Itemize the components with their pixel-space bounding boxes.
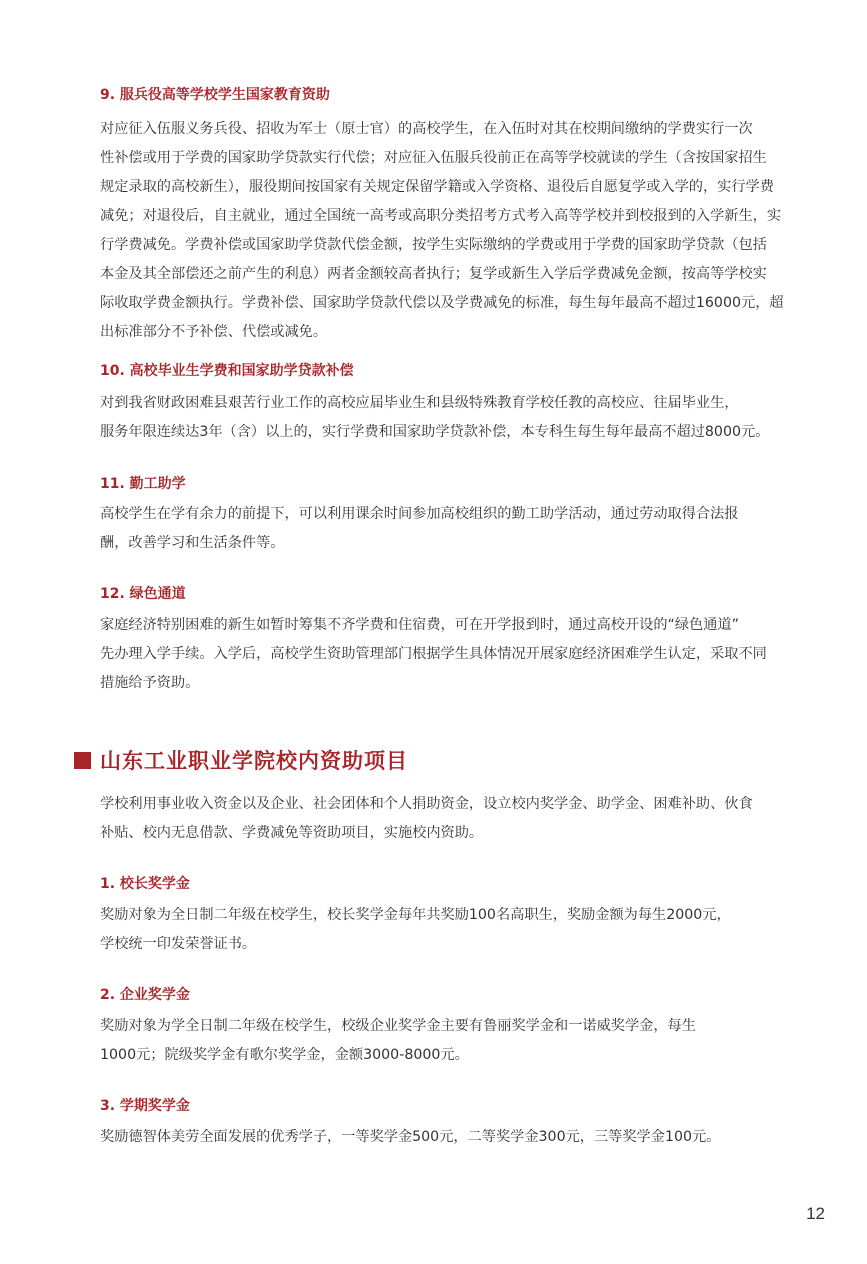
text-line: 规定录取的高校新生），服役期间按国家有关规定保留学籍或入学资格、退役后自愿复学或入学的，实行学费: [100, 179, 774, 195]
text-line: 出标准部分不予补偿、代偿或减免。: [100, 324, 328, 340]
text-line: 行学费减免。学费补偿或国家助学贷款代偿金额，按学生实际缴纳的学费或用于学费的国家助学贷款（包括: [100, 237, 767, 253]
item-heading-green-channel: 12. 绿色通道: [100, 586, 186, 602]
section-marker-square: [74, 752, 91, 769]
item-body-enterprise-scholarship: [72, 1012, 778, 1070]
text-line: 措施给予资助。: [100, 675, 200, 691]
text-line: 对应征入伍服义务兵役、招收为军士（原士官）的高校学生，在入伍时对其在校期间缴纳的学费实行一次: [100, 121, 753, 137]
item-body-military-service-aid: [72, 115, 784, 347]
item-heading-semester-scholarship: 3. 学期奖学金: [100, 1098, 190, 1114]
text-line: 1000元；院级奖学金有歌尔奖学金，金额3000-8000元。: [100, 1047, 469, 1063]
section-intro: [72, 790, 778, 848]
item-body-semester-scholarship: [72, 1123, 778, 1152]
item-heading-graduate-compensation: 10. 高校毕业生学费和国家助学贷款补偿: [100, 363, 354, 379]
item-heading-military-service-aid: 9. 服兵役高等学校学生国家教育资助: [100, 87, 330, 103]
text-line: 际收取学费金额执行。学费补偿、国家助学贷款代偿以及学费减免的标准，每生每年最高不超过16000元，超: [100, 295, 784, 311]
item-body-president-scholarship: [72, 901, 778, 959]
text-line: 奖励德智体美劳全面发展的优秀学子，一等奖学金500元，二等奖学金300元，三等奖学金100元。: [100, 1129, 721, 1145]
text-line: 奖励对象为学全日制二年级在校学生，校级企业奖学金主要有鲁丽奖学金和一诺威奖学金，每生: [100, 1018, 696, 1034]
text-line: 酬，改善学习和生活条件等。: [100, 535, 285, 551]
section-heading: [74, 745, 408, 775]
text-line: 学校利用事业收入资金以及企业、社会团体和个人捐助资金，设立校内奖学金、助学金、困难补助、伙食: [100, 796, 753, 812]
item-heading-president-scholarship: 1. 校长奖学金: [100, 876, 190, 892]
item-heading-work-study: 11. 勤工助学: [100, 476, 186, 492]
text-line: 学校统一印发荣誉证书。: [100, 936, 257, 952]
text-line: 对到我省财政困难县艰苦行业工作的高校应届毕业生和县级特殊教育学校任教的高校应、往届毕业生，: [100, 395, 739, 411]
item-body-graduate-compensation: [72, 389, 778, 447]
item-body-green-channel: [72, 611, 778, 698]
text-line: 服务年限连续达3年（含）以上的，实行学费和国家助学贷款补偿，本专科生每生每年最高不超过8000元。: [100, 424, 770, 440]
page-number: 12: [806, 1204, 825, 1223]
item-heading-enterprise-scholarship: 2. 企业奖学金: [100, 987, 190, 1003]
text-line: 补贴、校内无息借款、学费减免等资助项目，实施校内资助。: [100, 825, 484, 841]
item-body-work-study: [72, 500, 778, 558]
text-line: 高校学生在学有余力的前提下，可以利用课余时间参加高校组织的勤工助学活动，通过劳动取得合法报: [100, 506, 739, 522]
text-line: 减免；对退役后，自主就业，通过全国统一高考或高职分类招考方式考入高等学校并到校报到的入学新生，实: [100, 208, 782, 224]
text-line: 奖励对象为全日制二年级在校学生，校长奖学金每年共奖励100名高职生，奖励金额为每生2000元，: [100, 907, 731, 923]
text-line: 先办理入学手续。入学后，高校学生资助管理部门根据学生具体情况开展家庭经济困难学生认定，采取不同: [100, 646, 767, 662]
text-line: 家庭经济特别困难的新生如暂时筹集不齐学费和住宿费，可在开学报到时，通过高校开设的“绿色通道”: [100, 617, 739, 633]
text-line: 性补偿或用于学费的国家助学贷款实行代偿；对应征入伍服兵役前正在高等学校就读的学生（含按国家招生: [100, 150, 767, 166]
text-line: 本金及其全部偿还之前产生的利息）两者金额较高者执行；复学或新生入学后学费减免金额，按高等学校实: [100, 266, 767, 282]
section-title: 山东工业职业学院校内资助项目: [100, 749, 408, 773]
